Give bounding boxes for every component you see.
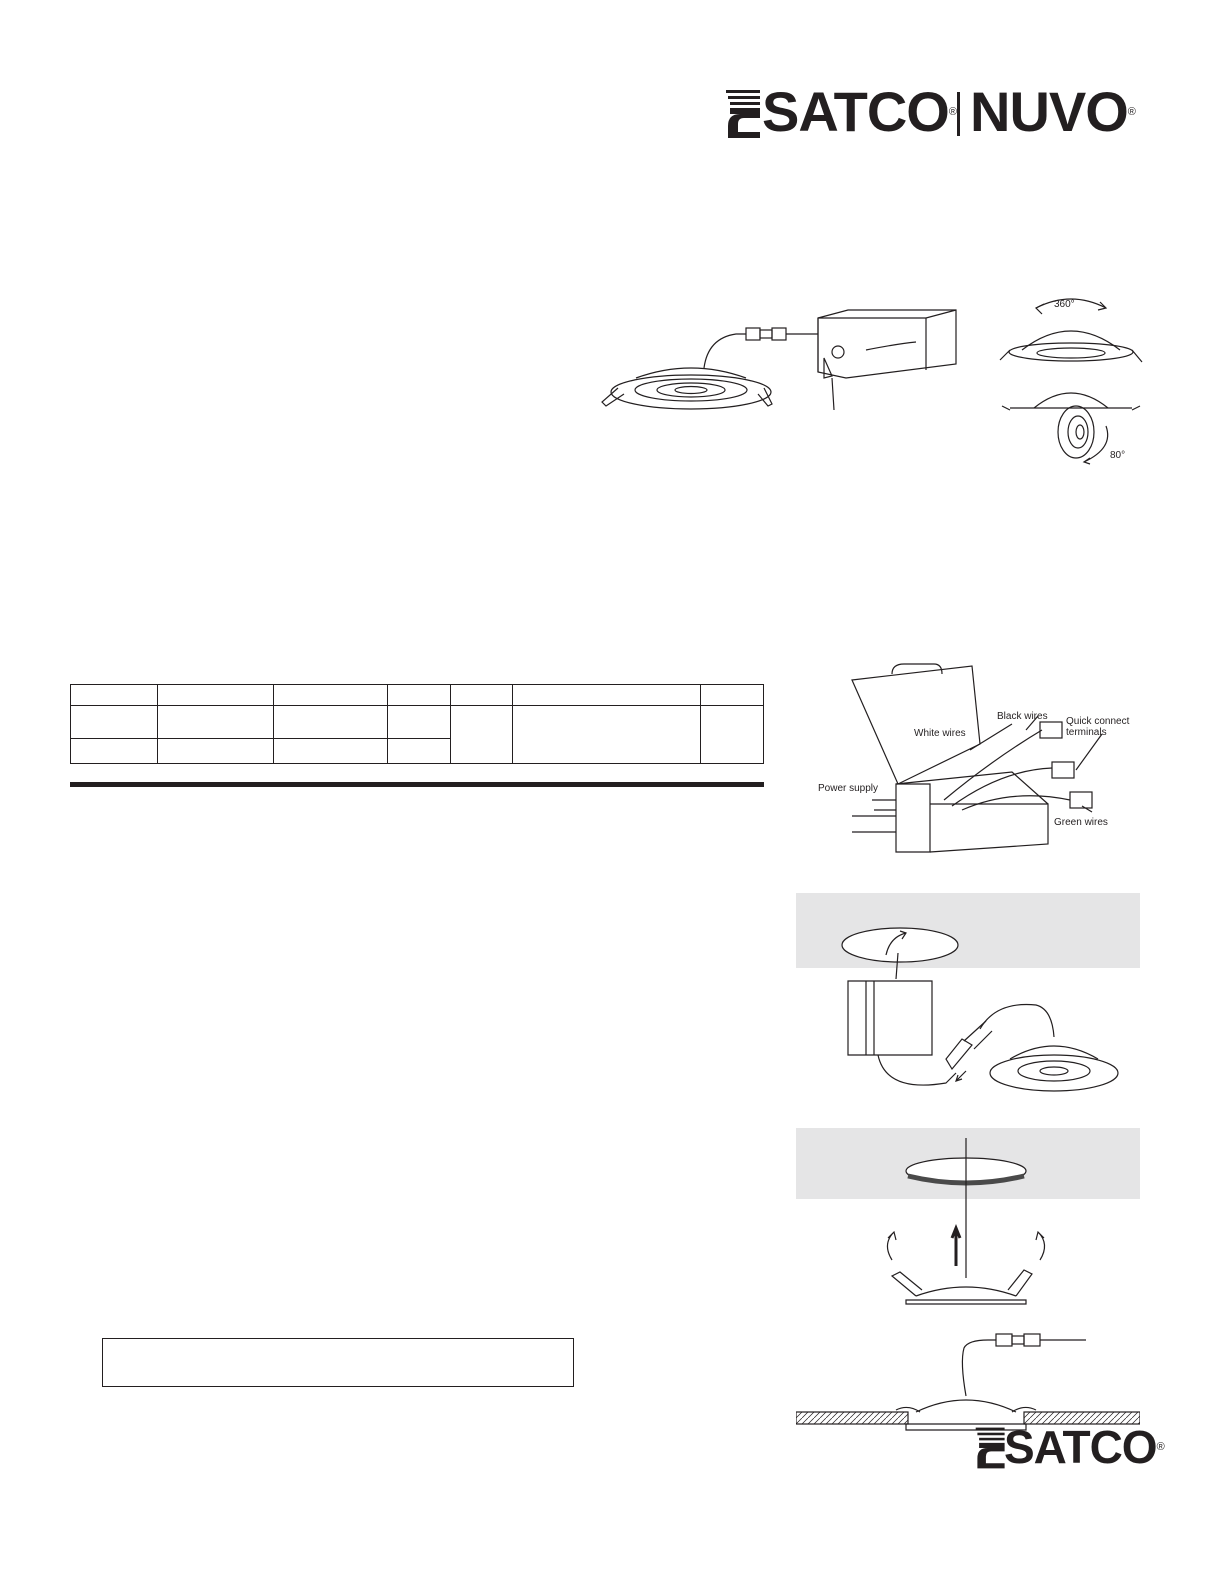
junction-box-wiring-drawing (812, 660, 1132, 860)
table-cell (273, 685, 387, 706)
table-row (71, 706, 764, 739)
insert-fixture-drawing (796, 1128, 1140, 1308)
table-cell (388, 706, 451, 739)
connect-cable-drawing (796, 893, 1140, 1113)
registered-mark: ® (1127, 106, 1135, 118)
table-cell (273, 706, 387, 739)
spec-table (70, 684, 764, 764)
green-wires-label: Green wires (1054, 817, 1108, 828)
rotate-360-label: 360° (1054, 299, 1075, 310)
table-cell (71, 739, 158, 764)
table-cell (71, 706, 158, 739)
registered-mark: ® (948, 106, 956, 118)
table-cell (273, 739, 387, 764)
rotate-tilt-drawing (996, 290, 1146, 465)
table-cell (513, 706, 701, 764)
brand-satco: SATCO (762, 80, 949, 143)
registered-mark: ® (1156, 1441, 1164, 1453)
table-cell (157, 685, 273, 706)
satco-swoosh-icon (724, 88, 764, 140)
table-cell (157, 706, 273, 739)
tilt-80-label: 80° (1110, 450, 1126, 461)
logo-divider (957, 92, 960, 136)
black-wires-label: Black wires (997, 711, 1048, 722)
table-cell (450, 706, 513, 764)
table-cell (71, 685, 158, 706)
header-logo (724, 80, 1144, 143)
table-cell (157, 739, 273, 764)
brand-satco-footer: SATCO (1004, 1421, 1157, 1473)
brand-nuvo: NUVO (970, 80, 1128, 143)
table-cell (388, 739, 451, 764)
note-box (102, 1338, 574, 1387)
table-cell (701, 706, 764, 764)
satco-swoosh-icon (974, 1425, 1008, 1471)
table-cell (450, 685, 513, 706)
table-cell (513, 685, 701, 706)
table-cell (388, 685, 451, 706)
quick-connect-label: Quick connect terminals (1066, 716, 1130, 738)
footer-logo (974, 1421, 1164, 1473)
section-divider (70, 782, 764, 787)
fixture-with-junction-box-drawing (596, 306, 976, 416)
table-cell (701, 685, 764, 706)
white-wires-label: White wires (914, 728, 966, 739)
table-row (71, 685, 764, 706)
power-supply-label: Power supply (818, 783, 879, 794)
